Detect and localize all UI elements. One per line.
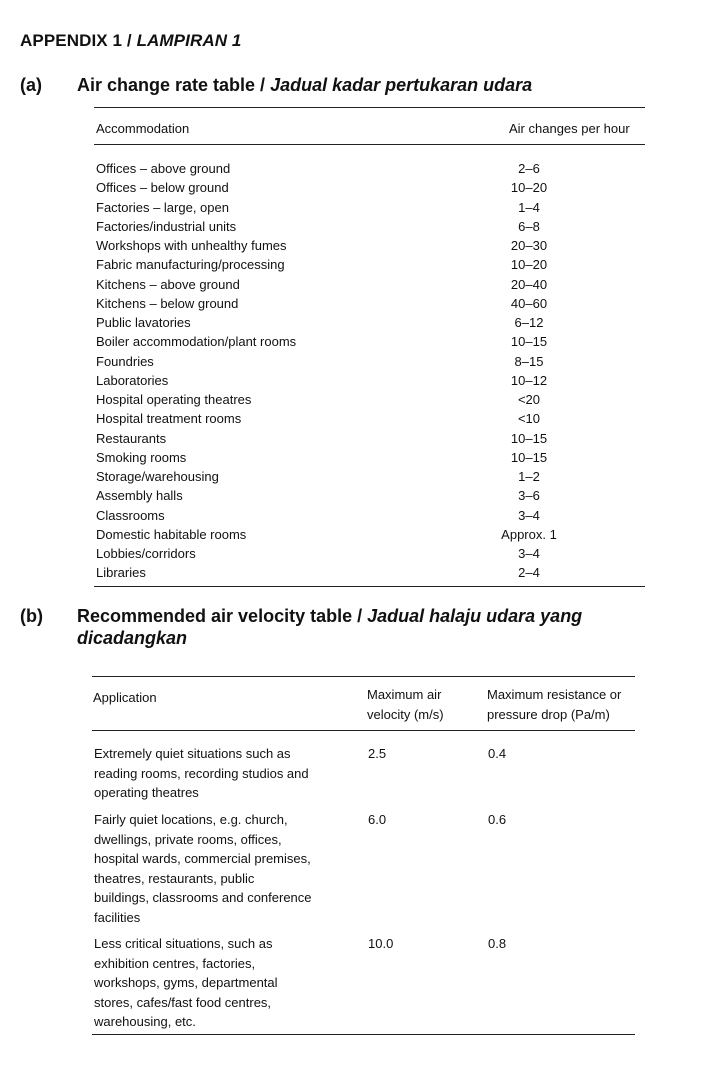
table-a-header-accommodation: Accommodation: [96, 121, 190, 136]
table-b-header-velocity: [367, 685, 444, 725]
section-b-title-italic-1: Jadual halaju udara yang: [367, 606, 583, 626]
section-b-marker: (b): [20, 606, 43, 626]
table-row: [96, 275, 656, 294]
accommodation-cell: Lobbies/corridors: [96, 546, 196, 561]
application-line: theatres, restaurants, public: [94, 870, 255, 886]
air-changes-cell: 10–15: [510, 430, 548, 446]
velocity-cell: 2.5: [368, 746, 387, 761]
accommodation-cell: Factories/industrial units: [96, 218, 237, 234]
application-line: buildings, classrooms and conference: [94, 890, 312, 905]
air-changes-cell: 20–30: [510, 238, 548, 253]
table-row: [96, 467, 656, 486]
air-changes-cell: Approx. 1: [501, 526, 557, 542]
resistance-cell: 0.4: [488, 746, 507, 761]
table-b-top-rule: [92, 676, 635, 677]
section-a-title: [77, 74, 532, 96]
table-row: [96, 255, 656, 274]
table-row: [96, 429, 656, 448]
application-line: Less critical situations, such as: [94, 936, 273, 951]
section-b-title-line2: [77, 627, 187, 649]
section-a-marker: (a): [20, 75, 42, 95]
application-line: Extremely quiet situations such as: [94, 746, 291, 761]
air-changes-cell: 1–2: [518, 469, 540, 484]
section-b-title-italic-2: dicadangkan: [77, 628, 188, 648]
table-row: [96, 178, 656, 197]
accommodation-cell: Factories – large, open: [96, 199, 229, 215]
table-a-header-rule: [94, 144, 645, 145]
table-row: [96, 390, 656, 409]
accommodation-cell: Storage/warehousing: [96, 469, 219, 484]
accommodation-cell: Libraries: [96, 565, 146, 581]
air-changes-cell: 6–8: [518, 218, 540, 234]
accommodation-cell: Kitchens – above ground: [96, 276, 240, 292]
section-b-title-line1: [77, 605, 582, 627]
accommodation-cell: Foundries: [96, 353, 154, 369]
table-b-header-resistance: [487, 685, 621, 725]
section-b-title-plain: Recommended air velocity table /: [77, 606, 368, 626]
accommodation-cell: Hospital operating theatres: [96, 392, 252, 407]
table-a-header-air-changes: Air changes per hour: [509, 121, 630, 136]
air-changes-cell: 1–4: [518, 199, 540, 215]
air-changes-cell: 10–12: [510, 372, 548, 388]
table-b-bottom-rule: [92, 1034, 635, 1035]
appendix-title-italic: LAMPIRAN 1: [136, 31, 242, 50]
table-a-top-rule: [94, 107, 645, 108]
resistance-cell: 0.8: [488, 936, 507, 951]
table-b-header-rule: [92, 730, 635, 731]
accommodation-cell: Laboratories: [96, 372, 169, 388]
application-line: exhibition centres, factories,: [94, 955, 256, 971]
accommodation-cell: Public lavatories: [96, 315, 191, 330]
accommodation-cell: Offices – below ground: [96, 180, 229, 196]
application-line: stores, cafes/fast food centres,: [94, 994, 272, 1010]
velocity-cell: 10.0: [368, 936, 394, 951]
air-changes-cell: 6–12: [514, 315, 544, 330]
table-row: [96, 525, 656, 544]
table-row: [96, 409, 656, 428]
section-a-heading: [20, 74, 680, 98]
table-row: [96, 486, 656, 505]
resistance-header-line2: pressure drop (Pa/m): [487, 707, 610, 722]
resistance-cell: 0.6: [488, 812, 507, 827]
air-changes-cell: 40–60: [510, 295, 548, 311]
application-line: warehousing, etc.: [94, 1014, 196, 1029]
table-row: [96, 236, 656, 255]
resistance-header-line1: Maximum resistance or: [487, 687, 622, 702]
table-row: [96, 544, 656, 563]
air-changes-cell: 10–15: [510, 449, 548, 465]
section-a-title-plain: Air change rate table /: [77, 75, 271, 95]
table-row: [96, 448, 656, 467]
air-changes-cell: 2–6: [518, 161, 540, 176]
air-changes-cell: <10: [517, 411, 541, 427]
table-row: [96, 159, 656, 178]
table-row: [96, 198, 656, 217]
accommodation-cell: Restaurants: [96, 430, 167, 446]
velocity-header-line2: velocity (m/s): [367, 707, 444, 722]
air-changes-cell: 10–15: [510, 334, 548, 350]
air-changes-cell: 3–4: [518, 546, 540, 561]
table-row: [96, 563, 656, 582]
velocity-cell: 6.0: [368, 812, 387, 827]
application-cell: [94, 934, 359, 1032]
application-cell: [94, 744, 359, 803]
table-b-header-application: Application: [93, 690, 157, 705]
table-row: [96, 313, 656, 332]
appendix-title: [20, 31, 241, 51]
application-line: operating theatres: [94, 785, 199, 800]
application-line: Fairly quiet locations, e.g. church,: [94, 812, 288, 827]
application-line: reading rooms, recording studios and: [94, 765, 309, 781]
air-changes-cell: 2–4: [518, 565, 540, 581]
appendix-title-plain: APPENDIX 1 /: [20, 31, 137, 50]
table-row: [96, 294, 656, 313]
accommodation-cell: Smoking rooms: [96, 449, 187, 465]
section-a-title-italic: Jadual kadar pertukaran udara: [270, 75, 533, 95]
table-row: [96, 506, 656, 525]
application-line: hospital wards, commercial premises,: [94, 851, 311, 866]
accommodation-cell: Assembly halls: [96, 488, 183, 504]
table-row: [96, 332, 656, 351]
accommodation-cell: Workshops with unhealthy fumes: [96, 238, 287, 253]
accommodation-cell: Hospital treatment rooms: [96, 411, 242, 427]
application-line: dwellings, private rooms, offices,: [94, 831, 282, 847]
accommodation-cell: Offices – above ground: [96, 161, 231, 176]
table-row: [96, 352, 656, 371]
table-a-bottom-rule: [94, 586, 645, 587]
air-changes-cell: 3–4: [518, 507, 540, 523]
accommodation-cell: Kitchens – below ground: [96, 295, 239, 311]
accommodation-cell: Domestic habitable rooms: [96, 526, 247, 542]
air-changes-cell: 10–20: [510, 257, 548, 273]
section-b-heading: [20, 605, 680, 651]
accommodation-cell: Fabric manufacturing/processing: [96, 257, 285, 273]
application-line: workshops, gyms, departmental: [94, 975, 278, 990]
air-changes-cell: 10–20: [510, 180, 548, 196]
accommodation-cell: Classrooms: [96, 507, 165, 523]
table-a-body: [96, 159, 656, 583]
air-changes-cell: 3–6: [518, 488, 540, 504]
table-row: [96, 371, 656, 390]
air-changes-cell: <20: [517, 392, 541, 407]
air-changes-cell: 8–15: [514, 353, 544, 369]
air-changes-cell: 20–40: [510, 276, 548, 292]
application-line: facilities: [94, 909, 141, 925]
velocity-header-line1: Maximum air: [367, 687, 442, 702]
application-cell: [94, 810, 359, 927]
accommodation-cell: Boiler accommodation/plant rooms: [96, 334, 297, 350]
table-row: [96, 217, 656, 236]
